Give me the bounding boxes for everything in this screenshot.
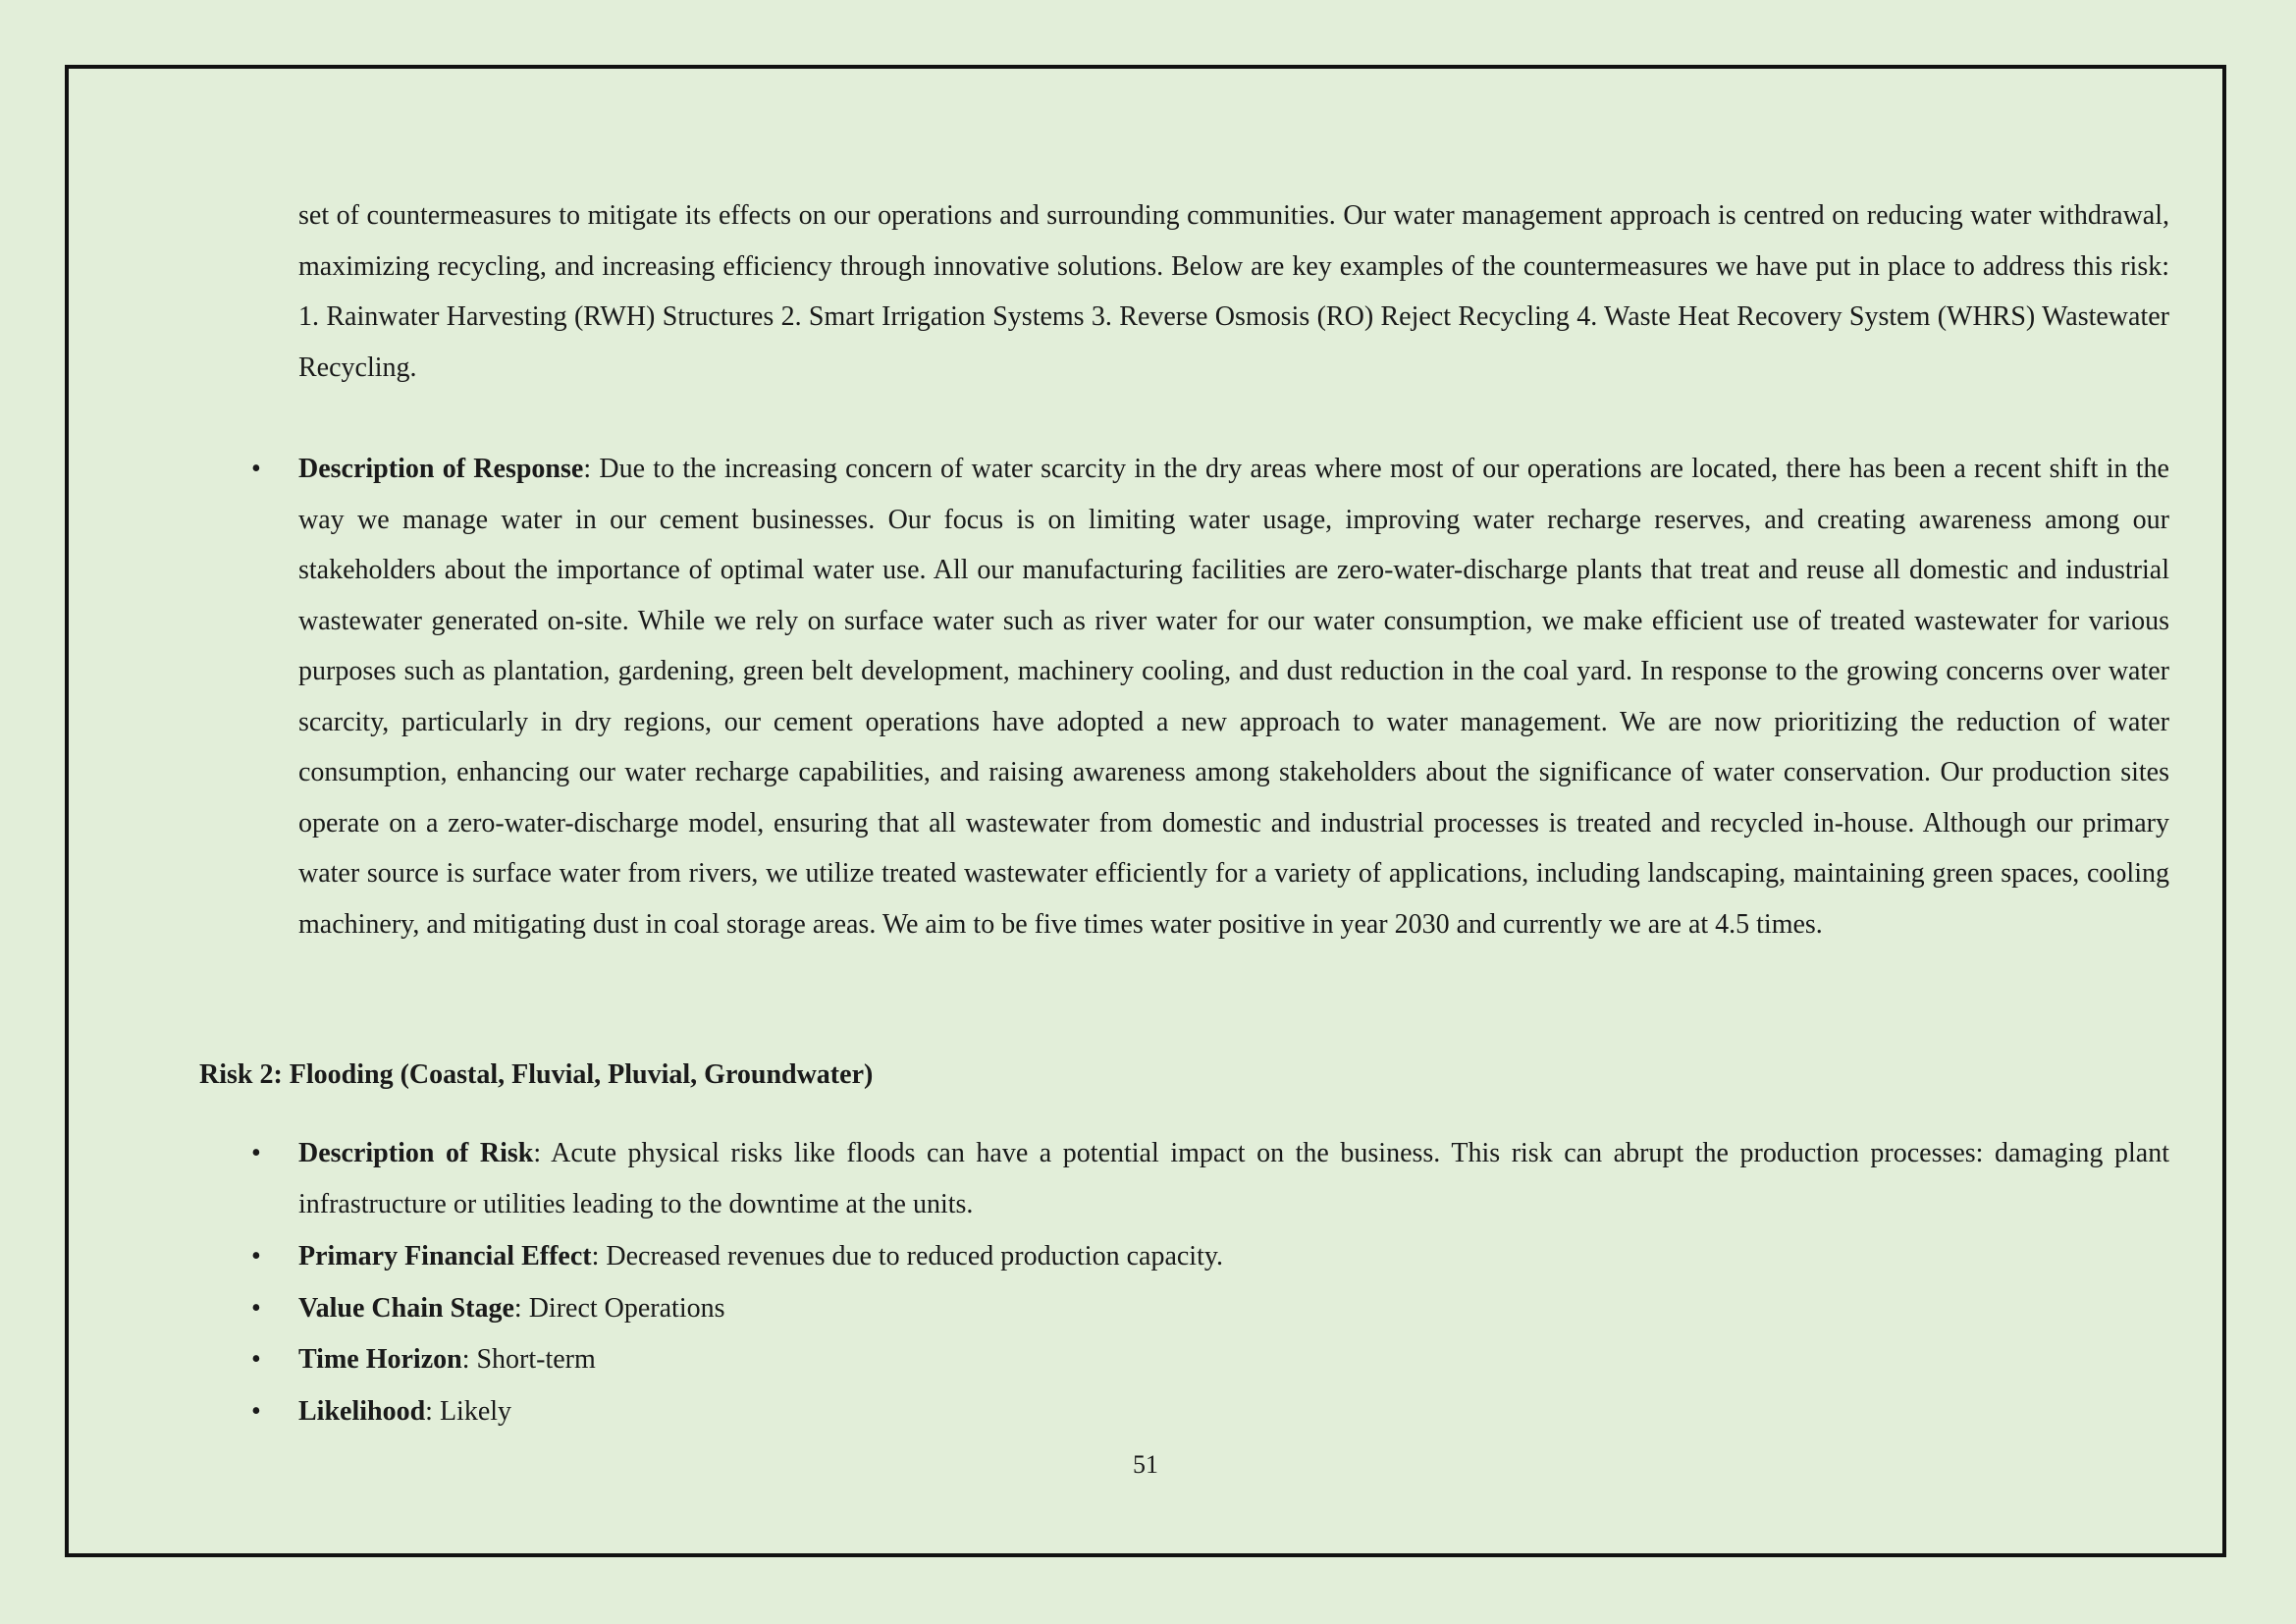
- page-number: 51: [1133, 1450, 1158, 1479]
- bullet-label: Description of Risk: [298, 1138, 534, 1168]
- bullet-dot: •: [251, 1344, 261, 1375]
- risk2-bullet-description: [251, 1128, 2169, 1229]
- response-bullet: [251, 444, 2169, 949]
- bullet-dot: •: [251, 1138, 261, 1168]
- bullet-text: Short-term: [469, 1344, 596, 1375]
- risk2-bullet-likelihood: [251, 1386, 2169, 1437]
- response-text: Due to the increasing concern of water scarcity in the dry areas where most of our operations are located, there has been a recent shift in the way we manage water in our cement businesses. Our focus is on limiting water usage, improving water recharge reserves, and creating awareness among our stakeholders about the importance of optimal water use. All our manufacturing facilities are zero-water-discharge plants that treat and reuse all domestic and industrial wastewater generated on-site. While we rely on surface water such as river water for our water consumption, we make efficient use of treated wastewater for various purposes such as plantation, gardening, green belt development, machinery cooling, and dust reduction in the coal yard. In response to the growing concerns over water scarcity, particularly in dry regions, our cement operations have adopted a new approach to water management. We are now prioritizing the reduction of water consumption, enhancing our water recharge capabilities, and raising awareness among stakeholders about the significance of water conservation. Our production sites operate on a zero-water-discharge model, ensuring that all wastewater from domestic and industrial processes is treated and recycled in-house. Although our primary water source is surface water from rivers, we utilize treated wastewater efficiently for a variety of applications, including landscaping, maintaining green spaces, cooling machinery, and mitigating dust in coal storage areas. We aim to be five times water positive in year 2030 and currently we are at 4.5 times.: [298, 454, 2169, 940]
- bullet-separator: :: [513, 1293, 522, 1324]
- risk2-bullet-financial-effect: [251, 1231, 2169, 1282]
- bullet-separator: :: [425, 1396, 433, 1427]
- risk2-bullet-time-horizon: [251, 1334, 2169, 1385]
- bullet-text: Likely: [432, 1396, 512, 1427]
- page-border: [65, 65, 2226, 1557]
- continuation-paragraph: set of countermeasures to mitigate its effects on our operations and surrounding communities. Our water management approach is centred on reducing water withdrawal, maximizing recycling, and increasing efficiency through innovative solutions. Below are key examples of the countermeasures we have put in place to address this risk: 1. Rainwater Harvesting (RWH) Structures 2. Smart Irrigation Systems 3. Reverse Osmosis (RO) Reject Recycling 4. Waste Heat Recovery System (WHRS) Wastewater Recycling.: [298, 200, 2169, 383]
- page-content: [69, 69, 2222, 1553]
- bullet-text: Decreased revenues due to reduced production capacity.: [599, 1241, 1224, 1272]
- bullet-label: Time Horizon: [298, 1344, 462, 1375]
- bullet-dot: •: [251, 454, 261, 484]
- response-separator: :: [583, 454, 592, 484]
- bullet-separator: :: [533, 1138, 542, 1168]
- bullet-dot: •: [251, 1396, 261, 1427]
- bullet-separator: :: [591, 1241, 600, 1272]
- bullet-dot: •: [251, 1241, 261, 1272]
- risk2-heading: Risk 2: Flooding (Coastal, Fluvial, Pluvial, Groundwater): [199, 1059, 874, 1090]
- bullet-label: Likelihood: [298, 1396, 426, 1427]
- response-label: Description of Response: [298, 454, 584, 484]
- bullet-dot: •: [251, 1293, 261, 1324]
- bullet-text: Direct Operations: [521, 1293, 725, 1324]
- bullet-label: Primary Financial Effect: [298, 1241, 592, 1272]
- bullet-text: Acute physical risks like floods can have a potential impact on the business. This risk can abrupt the production processes: damaging plant infrastructure or utilities leading to the downtime at the units.: [298, 1138, 2169, 1219]
- risk2-bullet-value-chain: [251, 1283, 2169, 1334]
- bullet-label: Value Chain Stage: [298, 1293, 514, 1324]
- bullet-separator: :: [461, 1344, 470, 1375]
